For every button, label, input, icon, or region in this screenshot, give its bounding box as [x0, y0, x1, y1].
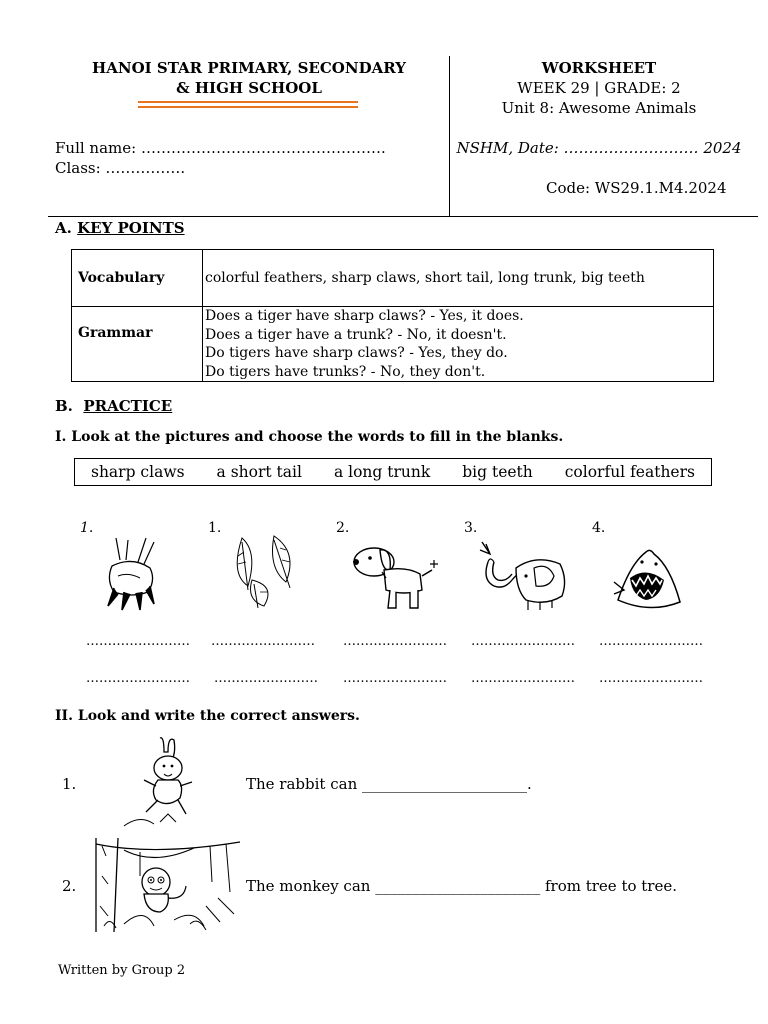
answer-blank[interactable]: ……………………	[214, 671, 318, 686]
elephant-icon	[476, 540, 572, 614]
school-name	[55, 58, 443, 98]
grammar-examples	[203, 307, 714, 382]
decorative-rule-bottom	[138, 106, 358, 108]
picture-number: 3.	[464, 520, 478, 536]
grammar-line: Does a tiger have sharp claws? - Yes, it does.	[205, 308, 524, 324]
vocabulary-row	[72, 250, 714, 307]
answer-blank[interactable]: ……………………	[343, 634, 447, 649]
monkey-question[interactable]: The monkey can ______________________ from tree to tree.	[246, 877, 677, 895]
grammar-line: Do tigers have sharp claws? - Yes, they do.	[205, 345, 508, 361]
rabbit-question[interactable]: The rabbit can ______________________.	[246, 775, 532, 793]
grammar-line: Do tigers have trunks? - No, they don't.	[205, 363, 486, 380]
unit-title: Unit 8: Awesome Animals	[501, 99, 697, 117]
word-bank-item: a short tail	[216, 463, 302, 481]
date-field[interactable]: NSHM, Date: ……………………… 2024	[456, 139, 742, 157]
dog-icon	[350, 540, 444, 612]
picture-number: 1.	[208, 520, 222, 536]
key-points-table	[71, 249, 714, 382]
school-name-line2: & HIGH SCHOOL	[176, 79, 322, 97]
worksheet-title: WORKSHEET	[541, 59, 657, 77]
header-bottom-rule	[48, 216, 758, 217]
vocabulary-text: colorful feathers, sharp claws, short tail, long trunk, big teeth	[203, 250, 714, 307]
grammar-row	[72, 307, 714, 382]
word-bank-item: big teeth	[462, 463, 533, 481]
section-b-title: PRACTICE	[83, 397, 173, 415]
worksheet-code: Code: WS29.1.M4.2024	[546, 179, 727, 197]
answer-blank[interactable]: ……………………	[86, 671, 190, 686]
section-a-heading	[55, 219, 185, 237]
word-bank-item: a long trunk	[333, 463, 431, 481]
picture-number: 2.	[336, 520, 350, 536]
part2-instruction: II. Look and write the correct answers.	[55, 708, 360, 724]
question-number: 2.	[62, 877, 77, 895]
section-b-heading	[55, 397, 172, 415]
answer-blank[interactable]: ……………………	[211, 634, 315, 649]
week-grade: WEEK 29 | GRADE: 2	[517, 79, 681, 97]
word-bank-item: sharp claws	[91, 463, 185, 481]
picture-number: 1.	[80, 520, 94, 536]
school-name-line1: HANOI STAR PRIMARY, SECONDARY	[92, 59, 406, 77]
answer-blank[interactable]: ……………………	[599, 634, 703, 649]
answer-blank[interactable]: ……………………	[599, 671, 703, 686]
part1-instruction: I. Look at the pictures and choose the words to fill in the blanks.	[55, 429, 564, 445]
vocabulary-label: Vocabulary	[72, 250, 203, 307]
word-bank	[74, 458, 712, 486]
grammar-label: Grammar	[72, 307, 203, 382]
answer-blank[interactable]: ……………………	[471, 671, 575, 686]
answer-blank[interactable]: ……………………	[471, 634, 575, 649]
grammar-line: Does a tiger have a trunk? - No, it doesn't.	[205, 326, 507, 343]
claw-icon	[98, 536, 166, 612]
shark-icon	[610, 544, 686, 614]
full-name-field[interactable]: Full name: ………………………………………….	[55, 139, 386, 157]
feathers-icon	[222, 534, 302, 610]
decorative-rule-top	[138, 101, 358, 103]
class-field[interactable]: Class: …………….	[55, 159, 186, 177]
word-bank-item: colorful feathers	[564, 463, 695, 481]
rabbit-icon	[120, 734, 212, 830]
question-number: 1.	[62, 775, 77, 793]
section-b-letter: B.	[55, 397, 73, 415]
footer-author: Written by Group 2	[58, 963, 186, 978]
answer-blank[interactable]: ……………………	[86, 634, 190, 649]
section-a-title: KEY POINTS	[77, 219, 185, 237]
answer-blank[interactable]: ……………………	[343, 671, 447, 686]
monkey-icon	[94, 836, 242, 932]
picture-number: 4.	[592, 520, 606, 536]
section-a-letter: A.	[55, 219, 72, 237]
